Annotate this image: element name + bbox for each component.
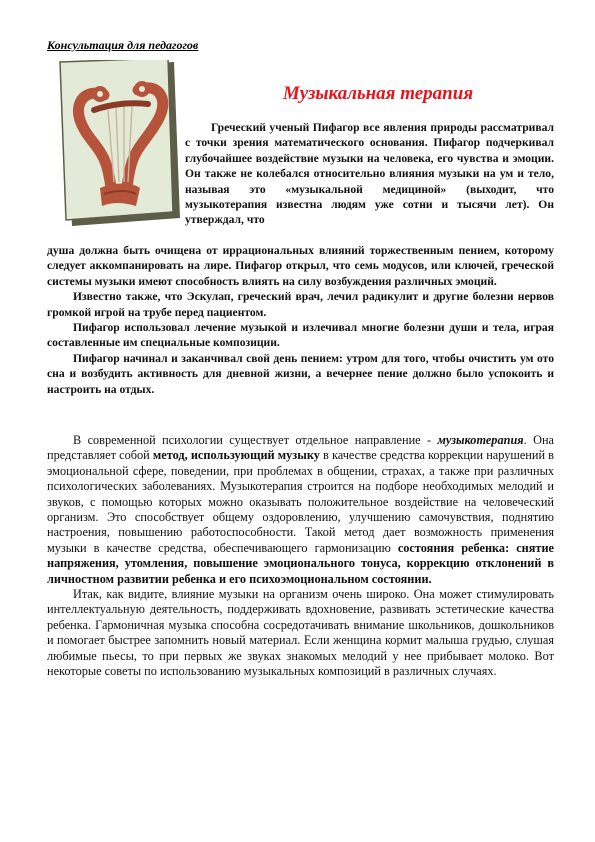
p5-term-music-therapy: музыкотерапия bbox=[437, 433, 524, 447]
paragraph-2: Известно также, что Эскулап, греческий врач, лечил радикулит и другие болезни нервов громкой игрой на трубе перед пациентом. bbox=[47, 290, 554, 319]
p5-text-1: В современной психологии существует отдельное направление - bbox=[73, 433, 438, 447]
paragraph-4: Пифагор начинал и заканчивал свой день пением: утром для того, чтобы очистить ум ото сна и возбудить активность для дневной жизни, а вечернее пение должно было успокоить и настроить на отдых. bbox=[47, 351, 554, 396]
header-label: Консультация для педагогов bbox=[47, 38, 199, 52]
p5-text-3: в качестве средства коррекции нарушений в эмоциональной сфере, поведении, при проблемах в общении, страхах, а также при различных психологических заболеваниях. Музыкотерапия строится на подборе необходимых мелодий и звуков, с помощью которых можно оказывать положительное воздействие на человеческий организм. Это способствует общему оздоровлению, улучшению самочувствия, поднятию настроения, повышению работоспособности. Такой метод дает возможность применения музыки в качестве средства, обеспечивающего гармонизацию bbox=[47, 448, 554, 555]
paragraph-6: Итак, как видите, влияние музыки на организм очень широко. Она может стимулировать интеллектуальную деятельность, поддерживать вдохновение, развивать эстетические качества ребенка. Гармоничная музыка способна сосредотачивать внимание школьников, дошкольников и помогает быстрее запомнить новый материал. Если женщина кормит малыша грудью, слушая любимые пьесы, то при первых же звуках знакомых мелодий у нее прибывает молоко. Вот некоторые советы по использованию музыкальных композиций в различных случаях. bbox=[47, 587, 554, 679]
body-text-regular bbox=[47, 433, 554, 680]
body-text-bold bbox=[47, 243, 554, 397]
lyre-icon bbox=[56, 60, 186, 228]
paragraph-3: Пифагор использовал лечение музыкой и излечивал многие болезни души и тела, играя составленные им специальные композиции. bbox=[47, 321, 554, 350]
intro-wrapped-text bbox=[185, 120, 554, 228]
p5-method-phrase: метод, использующий музыку bbox=[152, 448, 320, 463]
paragraph-1-continued: душа должна быть очищена от иррациональных влияний торжественным пением, которому следует аккомпанировать на лире. Пифагор открыл, что семь модусов, или ключей, греческой системы музыки имеют способность влиять на силу возбуждения различных эмоций. bbox=[47, 244, 554, 288]
p5-state-phrase: состояния ребенка: снятие напряжения, утомления, повышение эмоционального тонуса, коррекцию отклонений в личностном развитии ребенка и его психоэмоциональном состоянии. bbox=[47, 540, 554, 586]
paragraph-5 bbox=[47, 433, 554, 587]
page-title: Музыкальная терапия bbox=[282, 83, 474, 104]
paragraph-1-start: Греческий ученый Пифагор все явления природы рассматривал с точки зрения математического основания. Пифагор подчеркивал глубочайшее воздействие музыки на человека, его чувства и эмоции. Он также не колебался относительно влияния музыки на ум и тело, называя это «музыкальной медициной» (выходит, что музыкотерапия известна людям уже сотни и тысячи лет). Он утверждал, что bbox=[185, 121, 554, 227]
p5-text-2: . Она представляет собой bbox=[47, 433, 554, 463]
